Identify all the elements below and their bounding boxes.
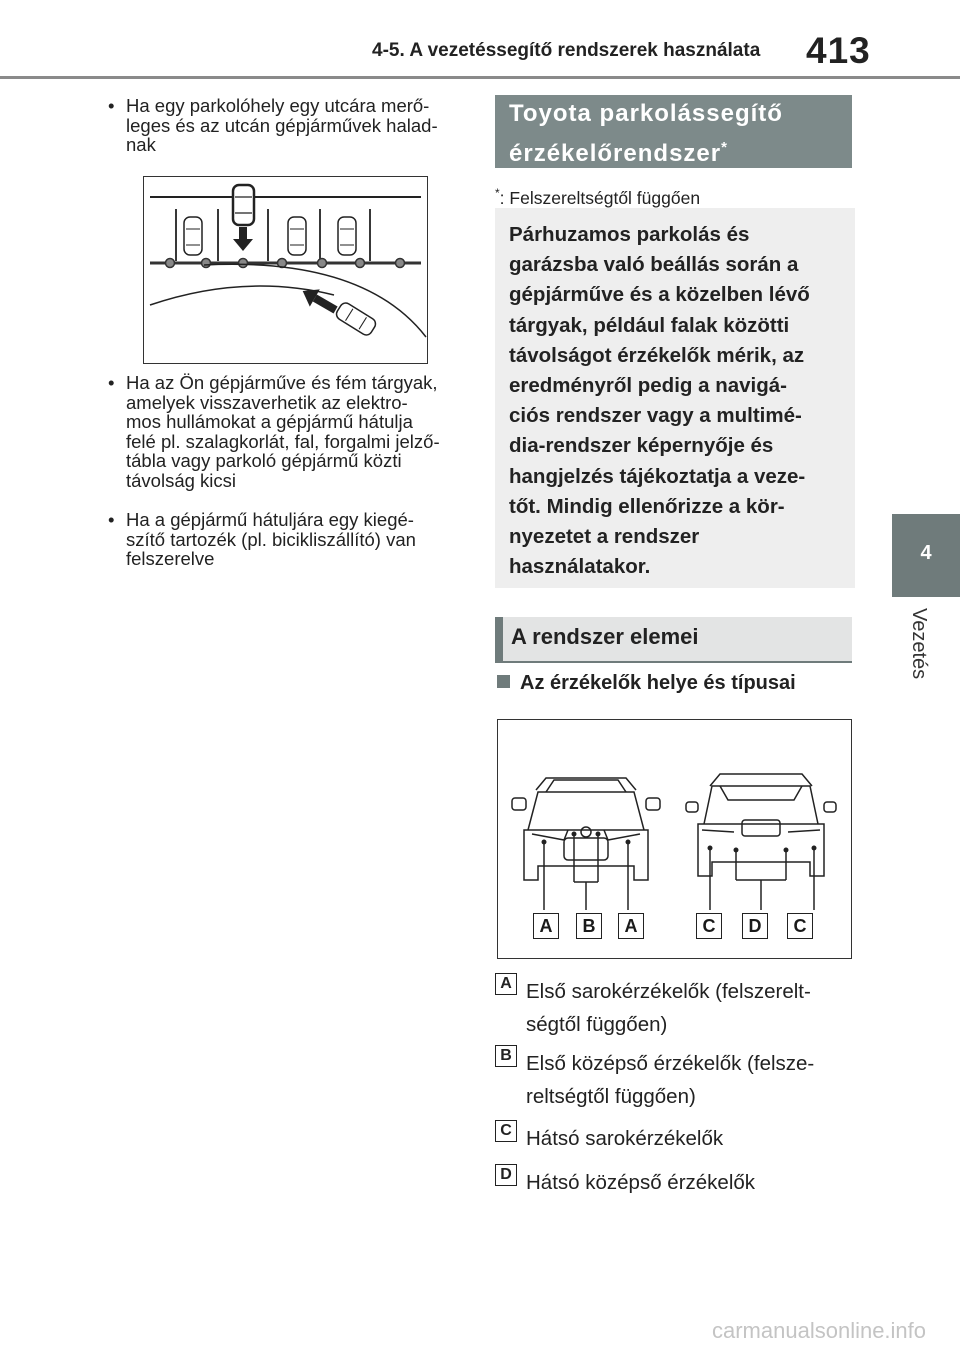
info-box (495, 208, 855, 588)
chapter-tab (892, 514, 960, 597)
info-text: Párhuzamos parkolás és garázsba való beállás során a gépjárműve és a közelben lévő tárgyak, például falak közötti távolságot érzékelők mérik, az eredményről pedig a navigá- ciós rendszer vagy a multimé- dia-rendszer képernyője és hangjelzés tájékoztatja a veze- tőt. Mindig ellenőrizze a kör- nyezetet a rendszer használatakor. (509, 223, 810, 579)
section-heading-text: Toyota parkolássegítő érzékelőrendszer (509, 100, 783, 167)
section-heading-parking-sensor (495, 95, 852, 168)
sensor-location-diagram (497, 719, 852, 959)
bullet-dot: • (108, 95, 115, 116)
footnote-mark: * (495, 186, 500, 200)
bullet-item-1 (108, 96, 468, 155)
bullet-text-1: Ha egy parkolóhely egy utcára merő- leges és az utcán gépjárművek halad- nak (126, 95, 438, 155)
parking-diagram (143, 176, 428, 364)
chapter-label: Vezetés (908, 608, 930, 680)
bullet-item-3 (108, 510, 468, 569)
front-car-icon (512, 778, 660, 880)
chapter-number: 4 (920, 542, 932, 564)
legend-badge-c: C (495, 1120, 517, 1142)
header-rule (0, 76, 960, 79)
section-heading-asterisk: * (721, 139, 728, 156)
section-heading-components-text: A rendszer elemei (511, 624, 699, 649)
figure-label-c-right: C (787, 913, 813, 939)
bullet-text-3: Ha a gépjármű hátuljára egy kiegé- szítő tartozék (pl. bicikliszállító) van felszerelve (126, 509, 416, 569)
footnote-text: : Felszereltségtől függően (499, 187, 701, 208)
legend-text-d: Hátsó középső érzékelők (526, 1171, 756, 1194)
bullet-text-2: Ha az Ön gépjárműve és fém tárgyak, amelyek visszaverhetik az elektro- mos hullámokat a gépjármű hátulja felé pl. szalagkorlát, fal, forgalmi jelző- tábla vagy parkoló gépjármű közti távolság kicsi (126, 372, 440, 491)
chapter-label-wrap (893, 608, 943, 718)
arrow-left-icon (298, 282, 341, 318)
rear-sensor-dots (708, 846, 817, 853)
section-heading-components (495, 617, 852, 663)
figure-label-b: B (576, 913, 602, 939)
footnote (495, 186, 700, 209)
moving-car-icon (334, 301, 377, 337)
legend-badge-d: D (495, 1164, 517, 1186)
legend-text-b: Első középső érzékelők (felsze- reltségtől függően) (526, 1052, 815, 1108)
legend-text-c: Hátsó sarokérzékelők (526, 1127, 724, 1150)
parked-car-icon (184, 217, 356, 255)
square-bullet-icon (497, 675, 510, 688)
bullet-item-2 (108, 373, 468, 490)
figure-label-a-left: A (533, 913, 559, 939)
arrow-down-icon (233, 239, 253, 251)
legend-badge-b: B (495, 1045, 517, 1067)
running-header-title: 4-5. A vezetéssegítő rendszerek használata (372, 40, 761, 61)
bullet-dot: • (108, 509, 115, 530)
figure-label-a-right: A (618, 913, 644, 939)
watermark: carmanualsonline.info (712, 1318, 927, 1343)
legend-text-a: Első sarokérzékelők (felszerelt- ségtől függően) (526, 980, 811, 1036)
parking-diagram-svg (144, 177, 427, 363)
page-number: 413 (806, 30, 871, 71)
bullet-dot: • (108, 372, 115, 393)
legend-badge-a: A (495, 973, 517, 995)
own-car-icon (233, 185, 254, 225)
subheading (497, 672, 796, 695)
figure-label-c-left: C (696, 913, 722, 939)
figure-label-d: D (742, 913, 768, 939)
heading-accent-bar (495, 617, 503, 661)
subheading-text: Az érzékelők helye és típusai (520, 672, 796, 694)
